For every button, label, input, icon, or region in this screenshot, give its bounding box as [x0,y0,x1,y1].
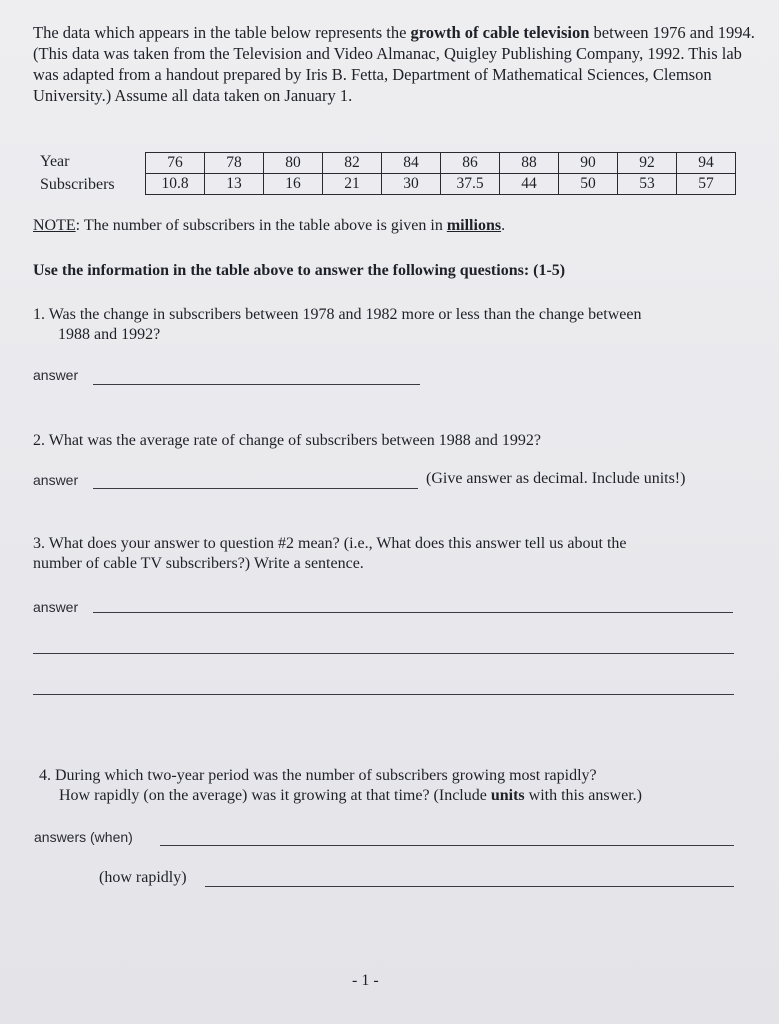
note-text: : The number of subscribers in the table above is given in [75,217,447,234]
question-3-line-1: 3. What does your answer to question #2 mean? (i.e., What does this answer tell us about the [33,535,627,552]
subscriber-cell: 10.8 [146,174,205,195]
intro-text-2: between 1976 and 1994. (This data was taken from the Television and Video Almanac, Quigley Publishing Company, 1992. This lab was adapted from a handout prepared by Iris B. Fetta, Department of Mathematical Sciences, Clemson University.) Assume all data taken on January 1. [33,23,755,105]
year-cell: 94 [677,153,736,174]
question-1-line-2: 1988 and 1992? [58,326,161,343]
intro-text-1: The data which appears in the table below represents the [33,23,411,42]
year-cell: 80 [264,153,323,174]
intro-bold: growth of cable television [410,23,590,42]
answer-field-2[interactable] [93,488,418,489]
row-label-year: Year [40,153,70,170]
question-3-line-2: number of cable TV subscribers?) Write a sentence. [33,555,364,572]
answer-field-how[interactable] [205,886,734,887]
note-label: NOTE [33,217,76,234]
year-cell: 82 [323,153,382,174]
answer-field-3b[interactable] [33,653,734,654]
question-4-line-1: 4. During which two-year period was the number of subscribers growing most rapidly? [39,767,597,784]
question-4 [33,766,754,806]
question-4-line-2 [39,786,754,806]
subscriber-cell: 16 [264,174,323,195]
year-cell: 90 [559,153,618,174]
year-cell: 78 [205,153,264,174]
question-2-text: 2. What was the average rate of change of subscribers between 1988 and 1992? [33,432,541,449]
subscriber-cell: 53 [618,174,677,195]
subscriber-cell: 44 [500,174,559,195]
answer-label-3: answer [33,599,79,615]
note-line [33,217,505,235]
answer-field-3a[interactable] [93,612,733,613]
table-row [146,174,736,195]
data-table [145,152,736,195]
answer-label-2: answer [33,472,79,488]
row-label-subscribers: Subscribers [40,176,115,193]
answer-field-3c[interactable] [33,694,734,695]
table-row-labels [40,150,115,196]
subscriber-cell: 57 [677,174,736,195]
instructions: Use the information in the table above to answer the following questions: (1-5) [33,262,566,279]
intro-paragraph [33,22,768,106]
answer-label-how: (how rapidly) [99,869,187,886]
answer-label-when: answers (when) [34,829,133,845]
year-cell: 86 [441,153,500,174]
subscriber-cell: 30 [382,174,441,195]
answer-field-1[interactable] [93,384,420,385]
table-row [146,153,736,174]
question-1-line-1: 1. Was the change in subscribers between 1978 and 1982 more or less than the change between [33,306,642,323]
question-1 [33,305,748,345]
year-cell: 76 [146,153,205,174]
note-end: . [501,217,506,234]
answer-label-1: answer [33,367,79,383]
question-2-hint: (Give answer as decimal. Include units!) [426,470,686,487]
subscriber-cell: 13 [205,174,264,195]
page-number: - 1 - [352,972,379,989]
year-cell: 84 [382,153,441,174]
question-4-line-2a: How rapidly (on the average) was it growing at that time? (Include [59,787,491,804]
note-unit: millions [446,217,502,234]
answer-field-when[interactable] [160,845,734,846]
year-cell: 92 [618,153,677,174]
question-4-line-2c: with this answer.) [524,787,642,804]
subscriber-cell: 50 [559,174,618,195]
question-2 [33,431,748,451]
year-cell: 88 [500,153,559,174]
subscriber-cell: 37.5 [441,174,500,195]
subscriber-cell: 21 [323,174,382,195]
question-3 [33,534,748,574]
question-4-units: units [490,787,525,804]
